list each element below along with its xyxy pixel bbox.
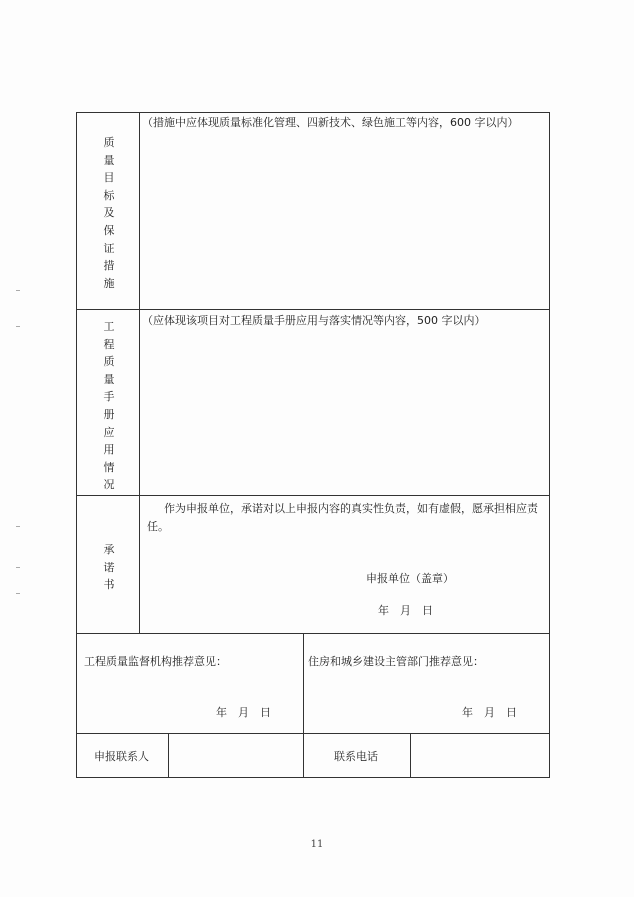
scan-mark [16,593,20,594]
contact-phone-label: 联系电话 [334,750,378,763]
scan-mark [16,326,20,327]
contact-divider [303,733,304,778]
quality-goals-label: 质 量 目 标 及 保 证 措 施 [103,136,115,290]
contact-phone-field[interactable] [412,735,549,777]
quality-goals-hint: （措施中应体现质量标准化管理、四新技术、绿色施工等内容，600 字以内） [142,116,519,129]
scan-mark [16,526,20,527]
scan-mark [16,290,20,291]
recommend-column-divider [303,633,304,733]
contact-person-field[interactable] [170,735,302,777]
row-divider [76,495,550,496]
supervision-recommendation-date: 年 月 日 [216,706,271,719]
housing-dept-recommendation-date: 年 月 日 [462,706,517,719]
contact-divider [410,733,411,778]
pledge-date: 年 月 日 [378,604,433,617]
quality-manual-field[interactable] [141,328,549,493]
quality-goals-field[interactable] [141,130,549,307]
contact-person-label: 申报联系人 [94,750,149,763]
housing-dept-recommendation-field[interactable] [305,670,549,700]
scan-mark [16,567,20,568]
row-divider [76,633,550,634]
supervision-recommendation-title: 工程质量监督机构推荐意见： [84,655,227,668]
quality-manual-hint: （应体现该项目对工程质量手册应用与落实情况等内容，500 字以内） [142,314,486,327]
row-divider [76,309,550,310]
housing-dept-recommendation-title: 住房和城乡建设主管部门推荐意见： [308,655,484,668]
supervision-recommendation-field[interactable] [77,670,302,700]
pledge-unit-seal: 申报单位（盖章） [366,572,454,585]
page-number: 11 [310,839,324,850]
pledge-text-line2: 任。 [147,520,169,533]
pledge-label: 承 诺 书 [103,543,115,592]
contact-divider [168,733,169,778]
pledge-text-line1: 作为申报单位，承诺对以上申报内容的真实性负责，如有虚假，愿承担相应责 [164,502,538,515]
quality-manual-label: 工 程 质 量 手 册 应 用 情 况 [103,320,115,492]
row-divider [76,733,550,734]
